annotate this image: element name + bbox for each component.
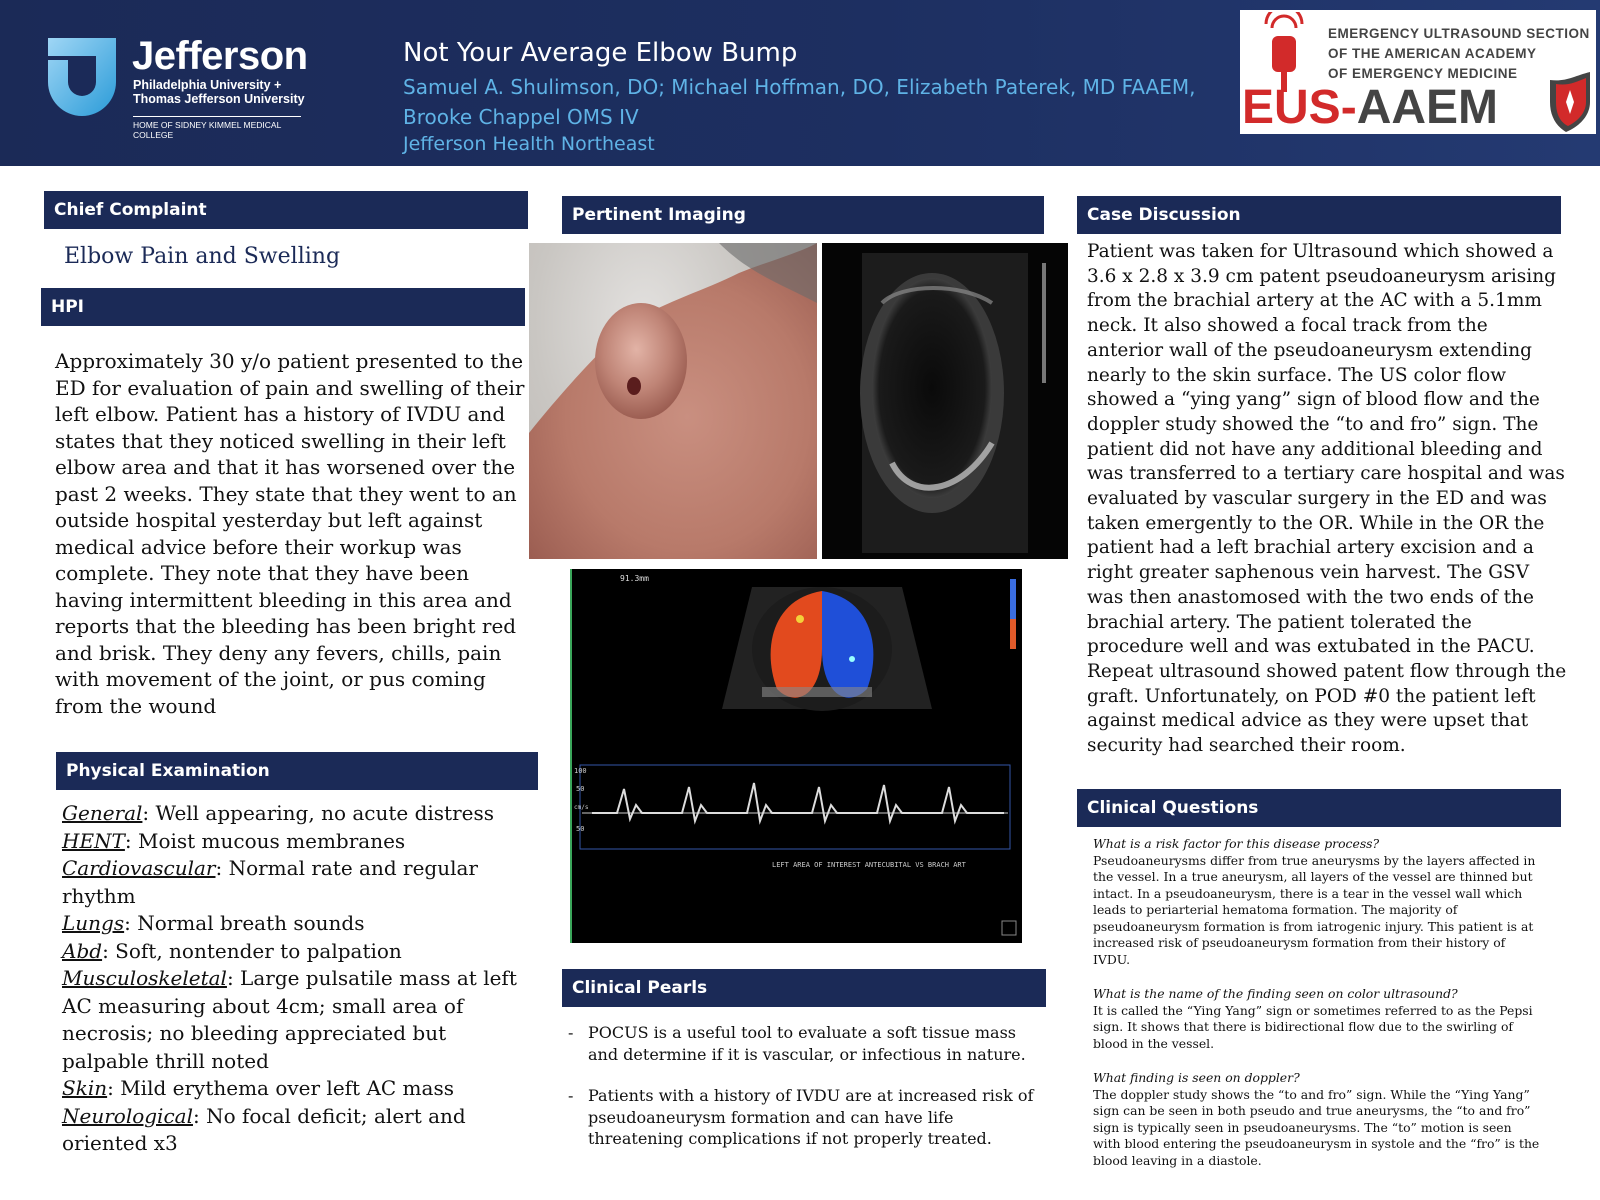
answer-text: The doppler study shows the “to and fro” sign. While the “Ying Yang” sign can be seen in both pseudo and true aneurysms, the “to and fro” sign is typically seen in pseudoaneurysms. The “to” motion is seen with blood entering the pseudoaneurysm in systole and the “fro” is the blood leaving in a diastole. bbox=[1093, 1086, 1540, 1168]
answer-text: It is called the “Ying Yang” sign or sometimes referred to as the Pepsi sign. It shows that there is bidirectional flow due to the swirling of blood in the vessel. bbox=[1093, 1002, 1533, 1051]
poster-header bbox=[0, 0, 1600, 166]
clinical-questions-list bbox=[1093, 836, 1543, 1187]
elbow-photo-drawing bbox=[529, 243, 817, 559]
poster-title: Not Your Average Elbow Bump bbox=[403, 38, 798, 68]
case-discussion-heading: Case Discussion bbox=[1077, 196, 1561, 234]
clinical-questions-heading: Clinical Questions bbox=[1077, 789, 1561, 827]
logo-tagline: HOME OF SIDNEY KIMMEL MEDICAL COLLEGE bbox=[133, 116, 301, 140]
pe-item-abd: Abd: Soft, nontender to palpation bbox=[62, 938, 402, 963]
poster-institution: Jefferson Health Northeast bbox=[403, 133, 655, 155]
us-depth-label: 91.3mm bbox=[620, 574, 649, 583]
eus-aaem-wordmark: EUS-AAEM bbox=[1242, 81, 1499, 134]
doppler-scale-mid: 50 bbox=[576, 785, 585, 793]
chief-complaint-heading: Chief Complaint bbox=[44, 191, 528, 229]
pe-item-hent: HENT: Moist mucous membranes bbox=[62, 828, 406, 853]
shield-icon bbox=[1546, 72, 1594, 132]
logo-subtitle: Philadelphia University + Thomas Jefferson University bbox=[133, 78, 305, 106]
question-text: What is a risk factor for this disease process? bbox=[1093, 836, 1380, 851]
color-doppler-image bbox=[570, 569, 1022, 943]
pe-item-musculoskeletal: Musculoskeletal: Large pulsatile mass at left AC measuring about 4cm; small area of necrosis; no bleeding appreciated but palpable thrill noted bbox=[62, 966, 517, 1073]
answer-text: Pseudoaneurysms differ from true aneurysms by the layers affected in the vessel. In a true aneurysm, all layers of the vessel are thinned but intact. In a pseudoaneurysm, there is a tear in the vessel wall which leads to periarterial hematoma formation. The majority of pseudoaneurysm formation is from iatrogenic injury. This patient is at increased risk of pseudoaneurysm formation from their history of IVDU. bbox=[1093, 852, 1536, 967]
chief-complaint-text: Elbow Pain and Swelling bbox=[64, 244, 341, 269]
ultrasound-grayscale-image bbox=[822, 243, 1068, 559]
question-text: What finding is seen on doppler? bbox=[1093, 1070, 1300, 1085]
pe-item-neurological: Neurological: No focal deficit; alert and oriented x3 bbox=[62, 1103, 466, 1155]
pe-item-lungs: Lungs: Normal breath sounds bbox=[62, 911, 365, 935]
elbow-photo bbox=[529, 243, 817, 559]
color-doppler-drawing bbox=[572, 569, 1022, 943]
imaging-heading: Pertinent Imaging bbox=[562, 196, 1044, 234]
physical-exam-heading: Physical Examination bbox=[56, 752, 538, 790]
physical-exam-list bbox=[62, 800, 534, 1158]
pe-item-skin: Skin: Mild erythema over left AC mass bbox=[62, 1076, 454, 1100]
jefferson-logo-icon bbox=[48, 38, 116, 116]
eus-aaem-logo: EMERGENCY ULTRASOUND SECTION OF THE AMERICAN ACADEMY OF EMERGENCY MEDICINE EUS-AAEM bbox=[1240, 10, 1596, 134]
logo-wordmark: Jefferson bbox=[132, 34, 308, 78]
case-discussion-text: Patient was taken for Ultrasound which showed a 3.6 x 2.8 x 3.9 cm patent pseudoaneurysm arising from the brachial artery at the AC with a 5.1mm neck. It also showed a focal track from the anterior wall of the pseudoaneurysm extending nearly to the skin surface. The US color flow showed a “ying yang” sign of blood flow and the doppler study showed the “to and fro” sign. The patient did not have any additional bleeding and was transferred to a tertiary care hospital and was evaluated by vascular surgery in the ED and was taken emergently to the OR. While in the OR the patient had a left brachial artery excision and a right greater saphenous vein harvest. The GSV was then anastomosed with the two ends of the brachial artery. The patient tolerated the procedure well and was extubated in the PACU. Repeat ultrasound showed patent flow through the graft. Unfortunately, on POD #0 the patient left against medical advice as they were upset that security had searched their room. bbox=[1087, 241, 1567, 757]
clinical-pearls-list bbox=[568, 1022, 1038, 1170]
pearl-item: - POCUS is a useful tool to evaluate a soft tissue mass and determine if it is vascular, or infectious in nature. bbox=[568, 1023, 1026, 1064]
ultrasound-grayscale-drawing bbox=[822, 243, 1068, 559]
hpi-heading: HPI bbox=[41, 288, 525, 326]
doppler-scale-unit: cm/s bbox=[574, 804, 589, 811]
doppler-scale-top: 100 bbox=[574, 767, 587, 775]
pearl-item: - Patients with a history of IVDU are at increased risk of pseudoaneurysm formation and can have life threatening complications if not properly treated. bbox=[568, 1086, 1034, 1148]
clinical-pearls-heading: Clinical Pearls bbox=[562, 969, 1046, 1007]
pe-item-general: General: Well appearing, no acute distress bbox=[62, 801, 495, 825]
pe-item-cardiovascular: Cardiovascular: Normal rate and regular rhythm bbox=[62, 856, 478, 908]
poster-authors: Samuel A. Shulimson, DO; Michael Hoffman, DO, Elizabeth Paterek, MD FAAEM, Brooke Chappel OMS IV bbox=[403, 75, 1196, 129]
question-text: What is the name of the finding seen on color ultrasound? bbox=[1093, 986, 1458, 1001]
doppler-scale-low: 50 bbox=[576, 825, 585, 833]
hpi-text: Approximately 30 y/o patient presented to the ED for evaluation of pain and swelling of their left elbow. Patient has a history of IVDU and states that they noticed swelling in their left elbow area and that it has worsened over the past 2 weeks. They state that they went to an outside hospital yesterday but left against medical advice before their workup was complete. They note that they have been having intermittent bleeding in this area and reports that the bleeding has been bright red and brisk. They deny any fevers, chills, pain with movement of the joint, or pus coming from the wound bbox=[55, 349, 525, 718]
doppler-caption: LEFT AREA OF INTEREST ANTECUBITAL VS BRACH ART bbox=[772, 861, 966, 869]
